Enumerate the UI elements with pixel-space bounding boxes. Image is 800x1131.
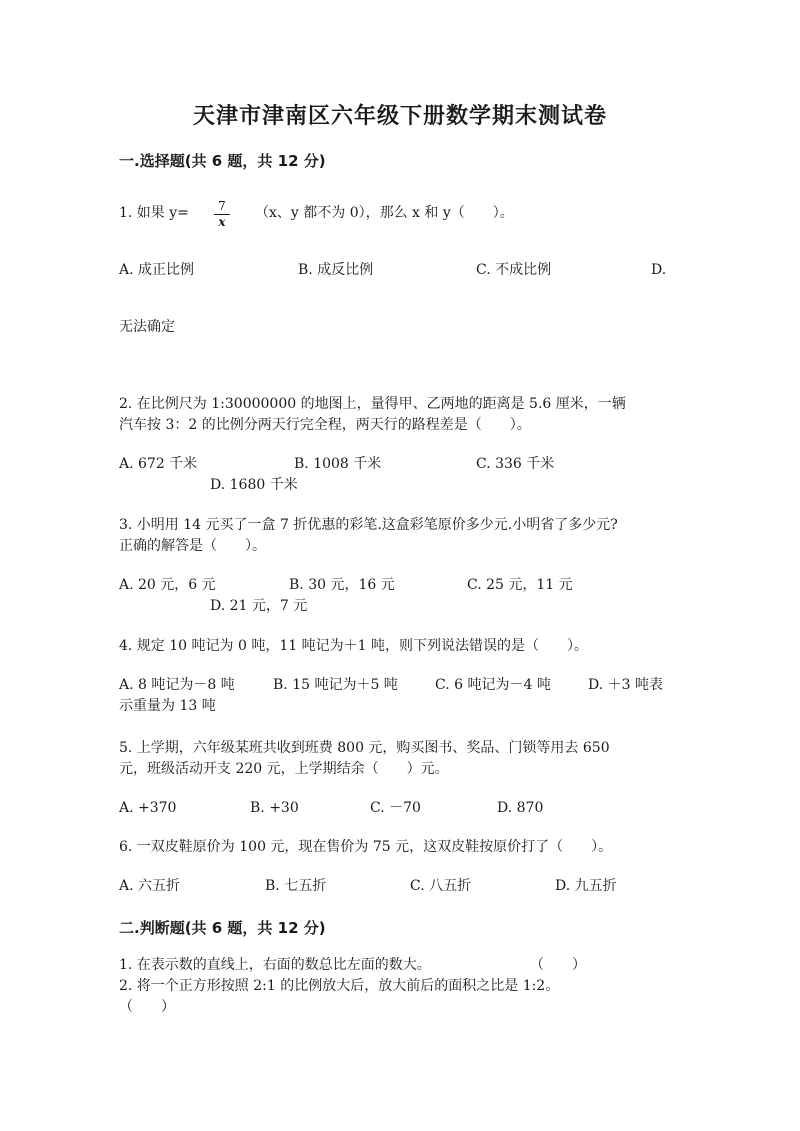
q4-option-d: D. ＋3 吨表 — [588, 677, 663, 693]
q3-option-c: C. 25 元，11 元 — [467, 577, 573, 593]
q3-line1: 3. 小明用 14 元买了一盒 7 折优惠的彩笔.这盒彩笔原价多少元.小明省了多少元? — [119, 517, 618, 533]
judge-q2: 2. 将一个正方形按照 2:1 的比例放大后，放大前后的面积之比是 1:2。 — [119, 978, 560, 994]
page-title: 天津市津南区六年级下册数学期末测试卷 — [192, 104, 607, 129]
q2-option-a: A. 672 千米 — [119, 456, 198, 472]
q5-option-a: A. +370 — [119, 800, 177, 816]
q6-option-a: A. 六五折 — [119, 878, 181, 894]
q1-prefix: 1. 如果 y= — [119, 205, 189, 221]
q3-line2: 正确的解答是（ ）。 — [119, 538, 266, 554]
q3-option-b: B. 30 元，16 元 — [289, 577, 395, 593]
q3-option-d: D. 21 元，7 元 — [210, 598, 308, 614]
q1-suffix: （x、y 都不为 0），那么 x 和 y（ ）。 — [255, 205, 514, 221]
section-heading-choice: 一.选择题(共 6 题，共 12 分) — [119, 152, 326, 170]
q2-option-c: C. 336 千米 — [476, 456, 555, 472]
q4-option-a: A. 8 吨记为－8 吨 — [119, 677, 235, 693]
q5-option-c: C. －70 — [370, 800, 421, 816]
q4-option-d-text: 示重量为 13 吨 — [119, 698, 216, 714]
q2-line2: 汽车按 3：2 的比例分两天行完全程，两天行的路程差是（ ）。 — [119, 417, 531, 433]
q3-option-a: A. 20 元，6 元 — [119, 577, 216, 593]
q2-line1: 2. 在比例尺为 1:30000000 的地图上，量得甲、乙两地的距离是 5.6 厘米，一辆 — [119, 396, 626, 412]
q1-option-d-text: 无法确定 — [119, 319, 175, 335]
q4-option-b: B. 15 吨记为＋5 吨 — [273, 677, 398, 693]
q5-option-b: B. +30 — [250, 800, 299, 816]
q1-option-a: A. 成正比例 — [119, 262, 195, 278]
q2-option-b: B. 1008 千米 — [294, 456, 382, 472]
section-heading-judgement: 二.判断题(共 6 题，共 12 分) — [119, 919, 326, 937]
q2-option-d: D. 1680 千米 — [210, 477, 298, 493]
judge-q1-answer-paren: （ ） — [530, 957, 586, 973]
q5-option-d: D. 870 — [497, 800, 544, 816]
q6-option-b: B. 七五折 — [265, 878, 327, 894]
q4-option-c: C. 6 吨记为－4 吨 — [435, 677, 551, 693]
q1-fraction — [214, 199, 230, 229]
judge-q2-answer-paren: （ ） — [119, 999, 175, 1015]
judge-q1: 1. 在表示数的直线上，右面的数总比左面的数大。 — [119, 957, 431, 973]
q1-option-d: D. — [651, 262, 667, 278]
q1-option-c: C. 不成比例 — [476, 262, 552, 278]
q1-fraction-numerator: 7 — [214, 199, 230, 215]
q4-line1: 4. 规定 10 吨记为 0 吨，11 吨记为＋1 吨，则下列说法错误的是（ ）。 — [119, 638, 588, 654]
q1-option-b: B. 成反比例 — [298, 262, 374, 278]
q6-option-c: C. 八五折 — [410, 878, 472, 894]
q6-line1: 6. 一双皮鞋原价为 100 元，现在售价为 75 元，这双皮鞋按原价打了（ ）。 — [119, 839, 613, 855]
q5-line1: 5. 上学期，六年级某班共收到班费 800 元，购买图书、奖品、门锁等用去 650 — [119, 740, 610, 756]
q1-fraction-denominator: x — [218, 215, 226, 229]
q5-line2: 元，班级活动开支 220 元，上学期结余（ ）元。 — [119, 761, 449, 777]
q6-option-d: D. 九五折 — [555, 878, 617, 894]
